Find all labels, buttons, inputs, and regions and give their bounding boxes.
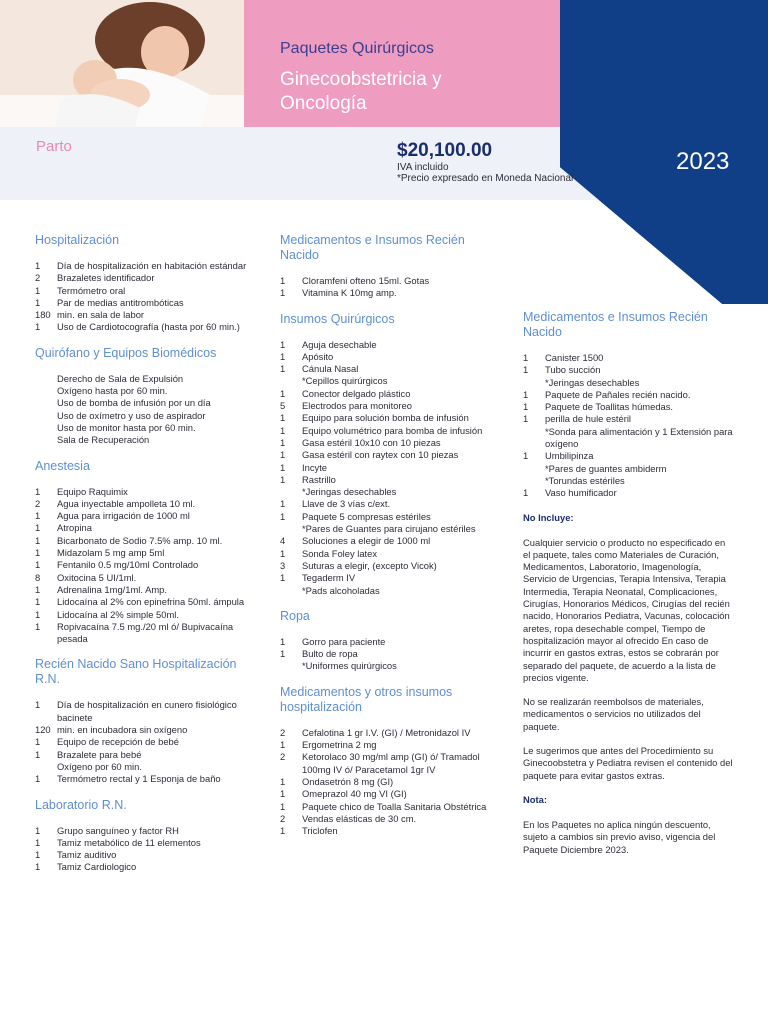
item-text: Cefalotina 1 gr I.V. (GI) / Metronidazol IV [302, 726, 471, 738]
list-item [35, 761, 257, 773]
list-item [280, 275, 502, 287]
list-item [523, 377, 733, 389]
item-text: Equipo para solución bomba de infusión [302, 412, 469, 424]
item-text: Bulto de ropa [302, 648, 358, 660]
item-quantity: 8 [35, 571, 41, 583]
item-quantity [280, 486, 302, 498]
item-text: Suturas a elegir, (excepto Vicok) [302, 559, 437, 571]
section-title: Laboratorio R.N. [35, 797, 127, 812]
item-quantity: 1 [523, 388, 529, 400]
item-quantity: 1 [523, 352, 529, 363]
reembolsos-text: No se realizarán reembolsos de materiales, medicamentos o servicios no utilizados del paquete. [523, 696, 704, 732]
item-quantity: 1 [280, 547, 286, 559]
section-medicamentos-rn [280, 233, 502, 300]
item-text: Agua para irrigación de 1000 ml [57, 510, 190, 522]
item-text: Sala de Recuperación [57, 434, 150, 446]
section-ropa [280, 609, 502, 673]
section-title: Medicamentos e Insumos Recién Nacido [523, 310, 708, 339]
item-quantity: 1 [523, 487, 529, 499]
list-item [35, 861, 257, 873]
item-quantity [280, 523, 302, 535]
list-item [35, 285, 257, 297]
item-text: Soluciones a elegir de 1000 ml [302, 535, 431, 547]
list-item [35, 321, 257, 333]
item-quantity: 2 [35, 272, 41, 284]
hero-photo-mother-baby [0, 0, 244, 127]
item-text: Uso de oxímetro y uso de aspirador [57, 409, 206, 421]
section-anestesia [35, 459, 257, 646]
item-text: *Sonda para alimentación y 1 Extensión para oxígeno [545, 425, 733, 450]
item-quantity: 180 [35, 309, 51, 321]
item-quantity: 120 [35, 724, 51, 736]
item-text: Gasa estéril 10x10 con 10 piezas [302, 436, 441, 448]
list-item [523, 401, 733, 413]
item-text: *Pares de guantes ambiderm [545, 462, 667, 474]
item-quantity: 1 [280, 788, 286, 800]
item-quantity [280, 375, 302, 387]
item-text: min. en sala de labor [57, 309, 145, 321]
item-quantity: 1 [280, 424, 286, 436]
item-quantity: 1 [280, 275, 286, 286]
item-quantity [35, 373, 57, 385]
package-year: 2023 [676, 148, 730, 175]
list-item [280, 660, 502, 672]
item-text: Lidocaína al 2% con epinefrina 50ml. ámpula [57, 596, 245, 608]
list-item [35, 572, 257, 584]
list-item [280, 813, 502, 825]
list-item [35, 410, 257, 422]
item-quantity: 1 [280, 287, 286, 299]
list-item [35, 749, 257, 761]
item-quantity [523, 426, 545, 451]
item-text: Vaso humificador [545, 487, 617, 499]
list-item [523, 352, 733, 364]
item-text: Grupo sanguíneo y factor RH [57, 824, 179, 836]
item-quantity: 1 [35, 861, 41, 873]
item-quantity: 1 [280, 387, 286, 399]
navy-corner-overlay [560, 0, 768, 304]
item-quantity: 1 [35, 296, 41, 308]
list-item [280, 636, 502, 648]
item-text: *Torundas estériles [545, 474, 625, 486]
list-item [280, 388, 502, 400]
item-text: Termómetro oral [57, 284, 126, 296]
list-item [523, 389, 733, 401]
list-item [280, 486, 502, 498]
list-item [35, 596, 257, 608]
item-quantity: 1 [35, 321, 41, 333]
item-quantity: 1 [280, 461, 286, 473]
item-quantity [523, 377, 545, 389]
item-text: *Cepillos quirúrgicos [302, 375, 388, 387]
item-text: Uso de Cardiotocografía (hasta por 60 min.) [57, 321, 240, 333]
list-item [280, 739, 502, 751]
item-text: Canister 1500 [545, 352, 604, 363]
list-item [35, 699, 257, 724]
list-item [35, 422, 257, 434]
list-item [35, 609, 257, 621]
list-item [280, 474, 502, 486]
item-quantity: 1 [35, 485, 41, 497]
item-text: Par de medias antitrombóticas [57, 296, 184, 308]
item-quantity: 1 [280, 338, 286, 350]
section-title: Medicamentos e Insumos Recién Nacido [280, 233, 465, 262]
item-text: Tamiz Cardiologico [57, 861, 137, 873]
item-quantity: 1 [35, 534, 41, 546]
item-quantity: 1 [280, 800, 286, 812]
list-item [280, 585, 502, 597]
list-item [280, 727, 502, 739]
item-quantity: 1 [280, 572, 286, 584]
list-item [35, 584, 257, 596]
item-quantity: 1 [35, 836, 41, 848]
section-medicamentos-rn-2 [523, 310, 733, 500]
item-text: Agua inyectable ampolleta 10 ml. [57, 497, 196, 509]
item-quantity: 1 [280, 635, 286, 647]
list-item [35, 486, 257, 498]
item-text: Cloramfeni ofteno 15ml. Gotas [302, 275, 430, 286]
item-quantity: 1 [35, 284, 41, 296]
list-item [280, 825, 502, 837]
mother-baby-illustration [0, 0, 244, 127]
item-text: Bicarbonato de Sodio 7.5% amp. 10 ml. [57, 534, 223, 546]
item-quantity: 2 [280, 726, 286, 738]
list-item [35, 773, 257, 785]
item-quantity: 1 [280, 350, 286, 362]
item-text: *Pares de Guantes para cirujano estériles [302, 523, 476, 535]
list-item [280, 412, 502, 424]
item-text: Ondasetrón 8 mg (GI) [302, 775, 394, 787]
item-quantity: 1 [35, 260, 41, 271]
item-text: Oxígeno hasta por 60 min. [57, 385, 168, 397]
item-quantity: 1 [35, 773, 41, 785]
item-text: Sonda Foley latex [302, 547, 378, 559]
item-quantity: 1 [35, 620, 41, 632]
list-item [35, 825, 257, 837]
item-text: Llave de 3 vías c/ext. [302, 498, 391, 510]
list-item [280, 437, 502, 449]
item-text: Apósito [302, 350, 334, 362]
item-text: *Uniformes quirúrgicos [302, 660, 397, 672]
item-quantity: 5 [280, 400, 286, 412]
item-text: Rastrillo [302, 473, 336, 485]
item-text: Fentanilo 0.5 mg/10ml Controlado [57, 559, 199, 571]
list-item [280, 572, 502, 584]
item-quantity [523, 463, 545, 475]
item-text: *Pads alcoholadas [302, 584, 380, 596]
list-item [280, 449, 502, 461]
no-incluye-text: Cualquier servicio o producto no especificado en el paquete, tales como Materiales de Curación, Medicamentos, Laboratorio, Imagenología, Servicio de Urgencias, Terapia Intensiva, Terapia Intermedia, Terapia Neonatal, Complicaciones, Cirugías, Honorarios Médicos, Cirugías del recién nacido, Honorarios Pediatra, Vacunas, colocación aretes, ropa desechable compel, Tiempo de hospitalización mayor al ofrecido En caso de incurrir en gastos extras, estos se cobrarán por separado del paquete, de acuerdo a la lista de precios vigente. [523, 536, 730, 683]
item-text: Incyte [302, 461, 328, 473]
nota-label: Nota: [523, 793, 547, 805]
item-quantity: 1 [280, 363, 286, 375]
section-title: Quirófano y Equipos Biomédicos [35, 345, 217, 360]
item-text: Ropivacaína 7.5 mg./20 ml ó/ Bupivacaína pesada [57, 620, 234, 645]
list-item [280, 339, 502, 351]
price-iva-note: IVA incluido [397, 162, 449, 173]
list-item [280, 462, 502, 474]
item-quantity: 1 [280, 825, 286, 837]
list-item [280, 351, 502, 363]
list-item [280, 548, 502, 560]
section-title: Medicamentos y otros insumos hospitalización [280, 684, 453, 714]
item-text: Adrenalina 1mg/1ml. Amp. [57, 583, 167, 595]
list-item [523, 487, 733, 499]
item-list [35, 825, 257, 874]
list-item [35, 373, 257, 385]
list-item [35, 434, 257, 446]
package-price: $20,100.00 [397, 140, 493, 161]
no-incluye-label: No Incluye: [523, 511, 574, 523]
list-item [35, 309, 257, 321]
item-quantity: 2 [280, 751, 286, 763]
list-item [35, 260, 257, 272]
item-text: Vendas elásticas de 30 cm. [302, 812, 417, 824]
item-quantity [35, 761, 57, 773]
item-text: Equipo de recepción de bebé [57, 736, 179, 748]
item-quantity: 1 [35, 510, 41, 522]
list-item [35, 547, 257, 559]
item-list [35, 699, 257, 785]
price-currency-note: *Precio expresado en Moneda Nacional [397, 173, 574, 184]
item-text: Paquete 5 compresas estériles [302, 510, 431, 522]
list-item [35, 397, 257, 409]
item-list [523, 352, 733, 500]
item-quantity: 1 [280, 436, 286, 448]
item-text: Brazalete para bebé [57, 748, 142, 760]
item-text: Día de hospitalización en cunero fisiológico bacinete [57, 699, 237, 723]
item-quantity [523, 475, 545, 487]
item-text: Gorro para paciente [302, 635, 386, 647]
item-text: Lidocaína al 2% simple 50ml. [57, 608, 179, 620]
section-title: Insumos Quirúrgicos [280, 311, 395, 326]
list-item [280, 560, 502, 572]
list-item [280, 363, 502, 375]
item-list [35, 373, 257, 447]
section-title: Hospitalización [35, 233, 120, 247]
item-quantity: 1 [35, 824, 41, 836]
item-quantity: 1 [280, 648, 286, 660]
item-quantity: 1 [523, 450, 529, 462]
item-quantity: 1 [523, 401, 529, 413]
column-2 [280, 233, 502, 849]
item-text: Paquete de Toallitas húmedas. [545, 401, 674, 413]
item-text: min. en incubadora sin oxígeno [57, 724, 188, 736]
list-item [280, 287, 502, 299]
list-item [280, 375, 502, 387]
item-text: perilla de hule estéril [545, 413, 631, 425]
item-quantity: 1 [523, 364, 529, 376]
item-text: Tubo succión [545, 364, 601, 376]
item-quantity: 1 [35, 596, 41, 608]
item-quantity: 1 [280, 412, 286, 424]
item-text: Vitamina K 10mg amp. [302, 287, 397, 299]
item-text: Paquete chico de Toalla Sanitaria Obstétrica [302, 800, 487, 812]
item-list [280, 636, 502, 673]
item-text: Uso de monitor hasta por 60 min. [57, 421, 196, 433]
item-text: Paquete de Pañales recién nacido. [545, 388, 691, 400]
item-list [280, 727, 502, 838]
list-item [280, 535, 502, 547]
section-title: Ropa [280, 608, 310, 623]
header-subtitle: Paquetes Quirúrgicos [280, 40, 434, 57]
list-item [35, 837, 257, 849]
list-item [280, 400, 502, 412]
item-list [35, 260, 257, 334]
section-title: Anestesia [35, 458, 90, 473]
list-item [35, 272, 257, 284]
item-text: Brazaletes identificador [57, 272, 155, 284]
list-item [523, 475, 733, 487]
item-list [280, 275, 502, 300]
item-text: Día de hospitalización en habitación estándar [57, 260, 247, 271]
package-name: Parto [36, 138, 72, 155]
item-quantity [35, 410, 57, 422]
item-text: Oxitocina 5 UI/1ml. [57, 571, 137, 583]
list-item [280, 498, 502, 510]
list-item [35, 297, 257, 309]
list-item [35, 559, 257, 571]
list-item [280, 523, 502, 535]
item-quantity [280, 585, 302, 597]
item-quantity: 1 [35, 748, 41, 760]
list-item [280, 425, 502, 437]
item-quantity: 1 [35, 608, 41, 620]
sugerimos-text: Le sugerimos que antes del Procedimiento su Ginecoobstetra y Pediatra revisen el contenido del paquete para evitar gastos extras. [523, 745, 733, 781]
item-list [35, 486, 257, 646]
header-title: Ginecoobstetricia y Oncología [280, 69, 442, 114]
list-item [35, 498, 257, 510]
list-item [280, 511, 502, 523]
section-medicamentos-hospitalizacion [280, 685, 502, 838]
item-text: *Jeringas desechables [545, 376, 640, 388]
list-item [280, 788, 502, 800]
item-quantity [280, 660, 302, 672]
list-item [523, 450, 733, 462]
list-item [523, 364, 733, 376]
list-item [280, 776, 502, 788]
section-hospitalizacion [35, 233, 257, 334]
item-quantity: 3 [280, 559, 286, 571]
item-quantity: 1 [35, 849, 41, 861]
item-quantity: 4 [280, 535, 286, 547]
list-item [35, 385, 257, 397]
item-text: Derecho de Sala de Expulsión [57, 372, 184, 384]
item-text: Tamiz metabólico de 11 elementos [57, 836, 201, 848]
list-item [35, 510, 257, 522]
item-list [280, 339, 502, 597]
item-quantity: 1 [35, 522, 41, 534]
item-text: Atropina [57, 522, 92, 534]
item-text: Uso de bomba de infusión por un día [57, 397, 211, 409]
item-quantity: 1 [35, 559, 41, 571]
list-item [35, 736, 257, 748]
item-quantity: 1 [35, 699, 41, 711]
item-quantity: 1 [280, 775, 286, 787]
item-quantity [35, 422, 57, 434]
item-quantity [35, 385, 57, 397]
item-text: Tegaderm IV [302, 572, 356, 584]
item-quantity: 1 [280, 739, 286, 751]
section-quirofano [35, 346, 257, 447]
item-quantity: 2 [280, 812, 286, 824]
item-text: Ketorolaco 30 mg/ml amp (GI) ó/ Tramadol 100mg IV ó/ Paracetamol 1gr IV [302, 751, 480, 775]
list-item [35, 535, 257, 547]
column-1 [35, 233, 257, 886]
section-title: Recién Nacido Sano Hospitalización R.N. [35, 657, 237, 687]
item-quantity: 1 [280, 498, 286, 510]
list-item [35, 621, 257, 646]
item-text: Termómetro rectal y 1 Esponja de baño [57, 773, 221, 785]
item-quantity: 1 [35, 583, 41, 595]
item-quantity: 1 [280, 510, 286, 522]
section-insumos [280, 312, 502, 597]
list-item [280, 751, 502, 776]
item-quantity: 1 [280, 473, 286, 485]
item-text: Umbilipinza [545, 450, 594, 462]
nota-text: En los Paquetes no aplica ningún descuento, sujeto a cambios sin previo aviso, vigencia del Paquete Diciembre 2023. [523, 818, 716, 855]
list-item [35, 522, 257, 534]
item-quantity: 1 [523, 413, 529, 425]
item-text: Triclofen [302, 825, 338, 837]
item-text: Gasa estéril con raytex con 10 piezas [302, 449, 459, 461]
section-laboratorio [35, 798, 257, 874]
list-item [523, 426, 733, 451]
list-item [35, 724, 257, 736]
item-text: Omeprazol 40 mg VI (GI) [302, 788, 407, 800]
item-text: Ergometrina 2 mg [302, 739, 377, 751]
item-quantity [35, 434, 57, 446]
item-text: Electrodos para monitoreo [302, 400, 412, 412]
item-text: Tamiz auditivo [57, 849, 117, 861]
item-text: Oxígeno por 60 min. [57, 760, 142, 772]
section-recien-nacido [35, 657, 257, 785]
item-quantity [35, 397, 57, 409]
column-3 [523, 310, 733, 868]
item-text: Aguja desechable [302, 338, 377, 350]
item-text: Equipo Raquimix [57, 485, 128, 497]
list-item [280, 801, 502, 813]
item-quantity: 1 [35, 736, 41, 748]
list-item [523, 463, 733, 475]
item-text: Midazolam 5 mg amp 5ml [57, 547, 165, 559]
item-text: *Jeringas desechables [302, 486, 397, 498]
item-quantity: 1 [280, 449, 286, 461]
item-quantity: 1 [35, 547, 41, 559]
list-item [523, 413, 733, 425]
list-item [35, 849, 257, 861]
item-text: Conector delgado plástico [302, 387, 411, 399]
item-text: Cánula Nasal [302, 363, 359, 375]
item-text: Equipo volumétrico para bomba de infusión [302, 424, 483, 436]
list-item [280, 648, 502, 660]
item-quantity: 2 [35, 497, 41, 509]
